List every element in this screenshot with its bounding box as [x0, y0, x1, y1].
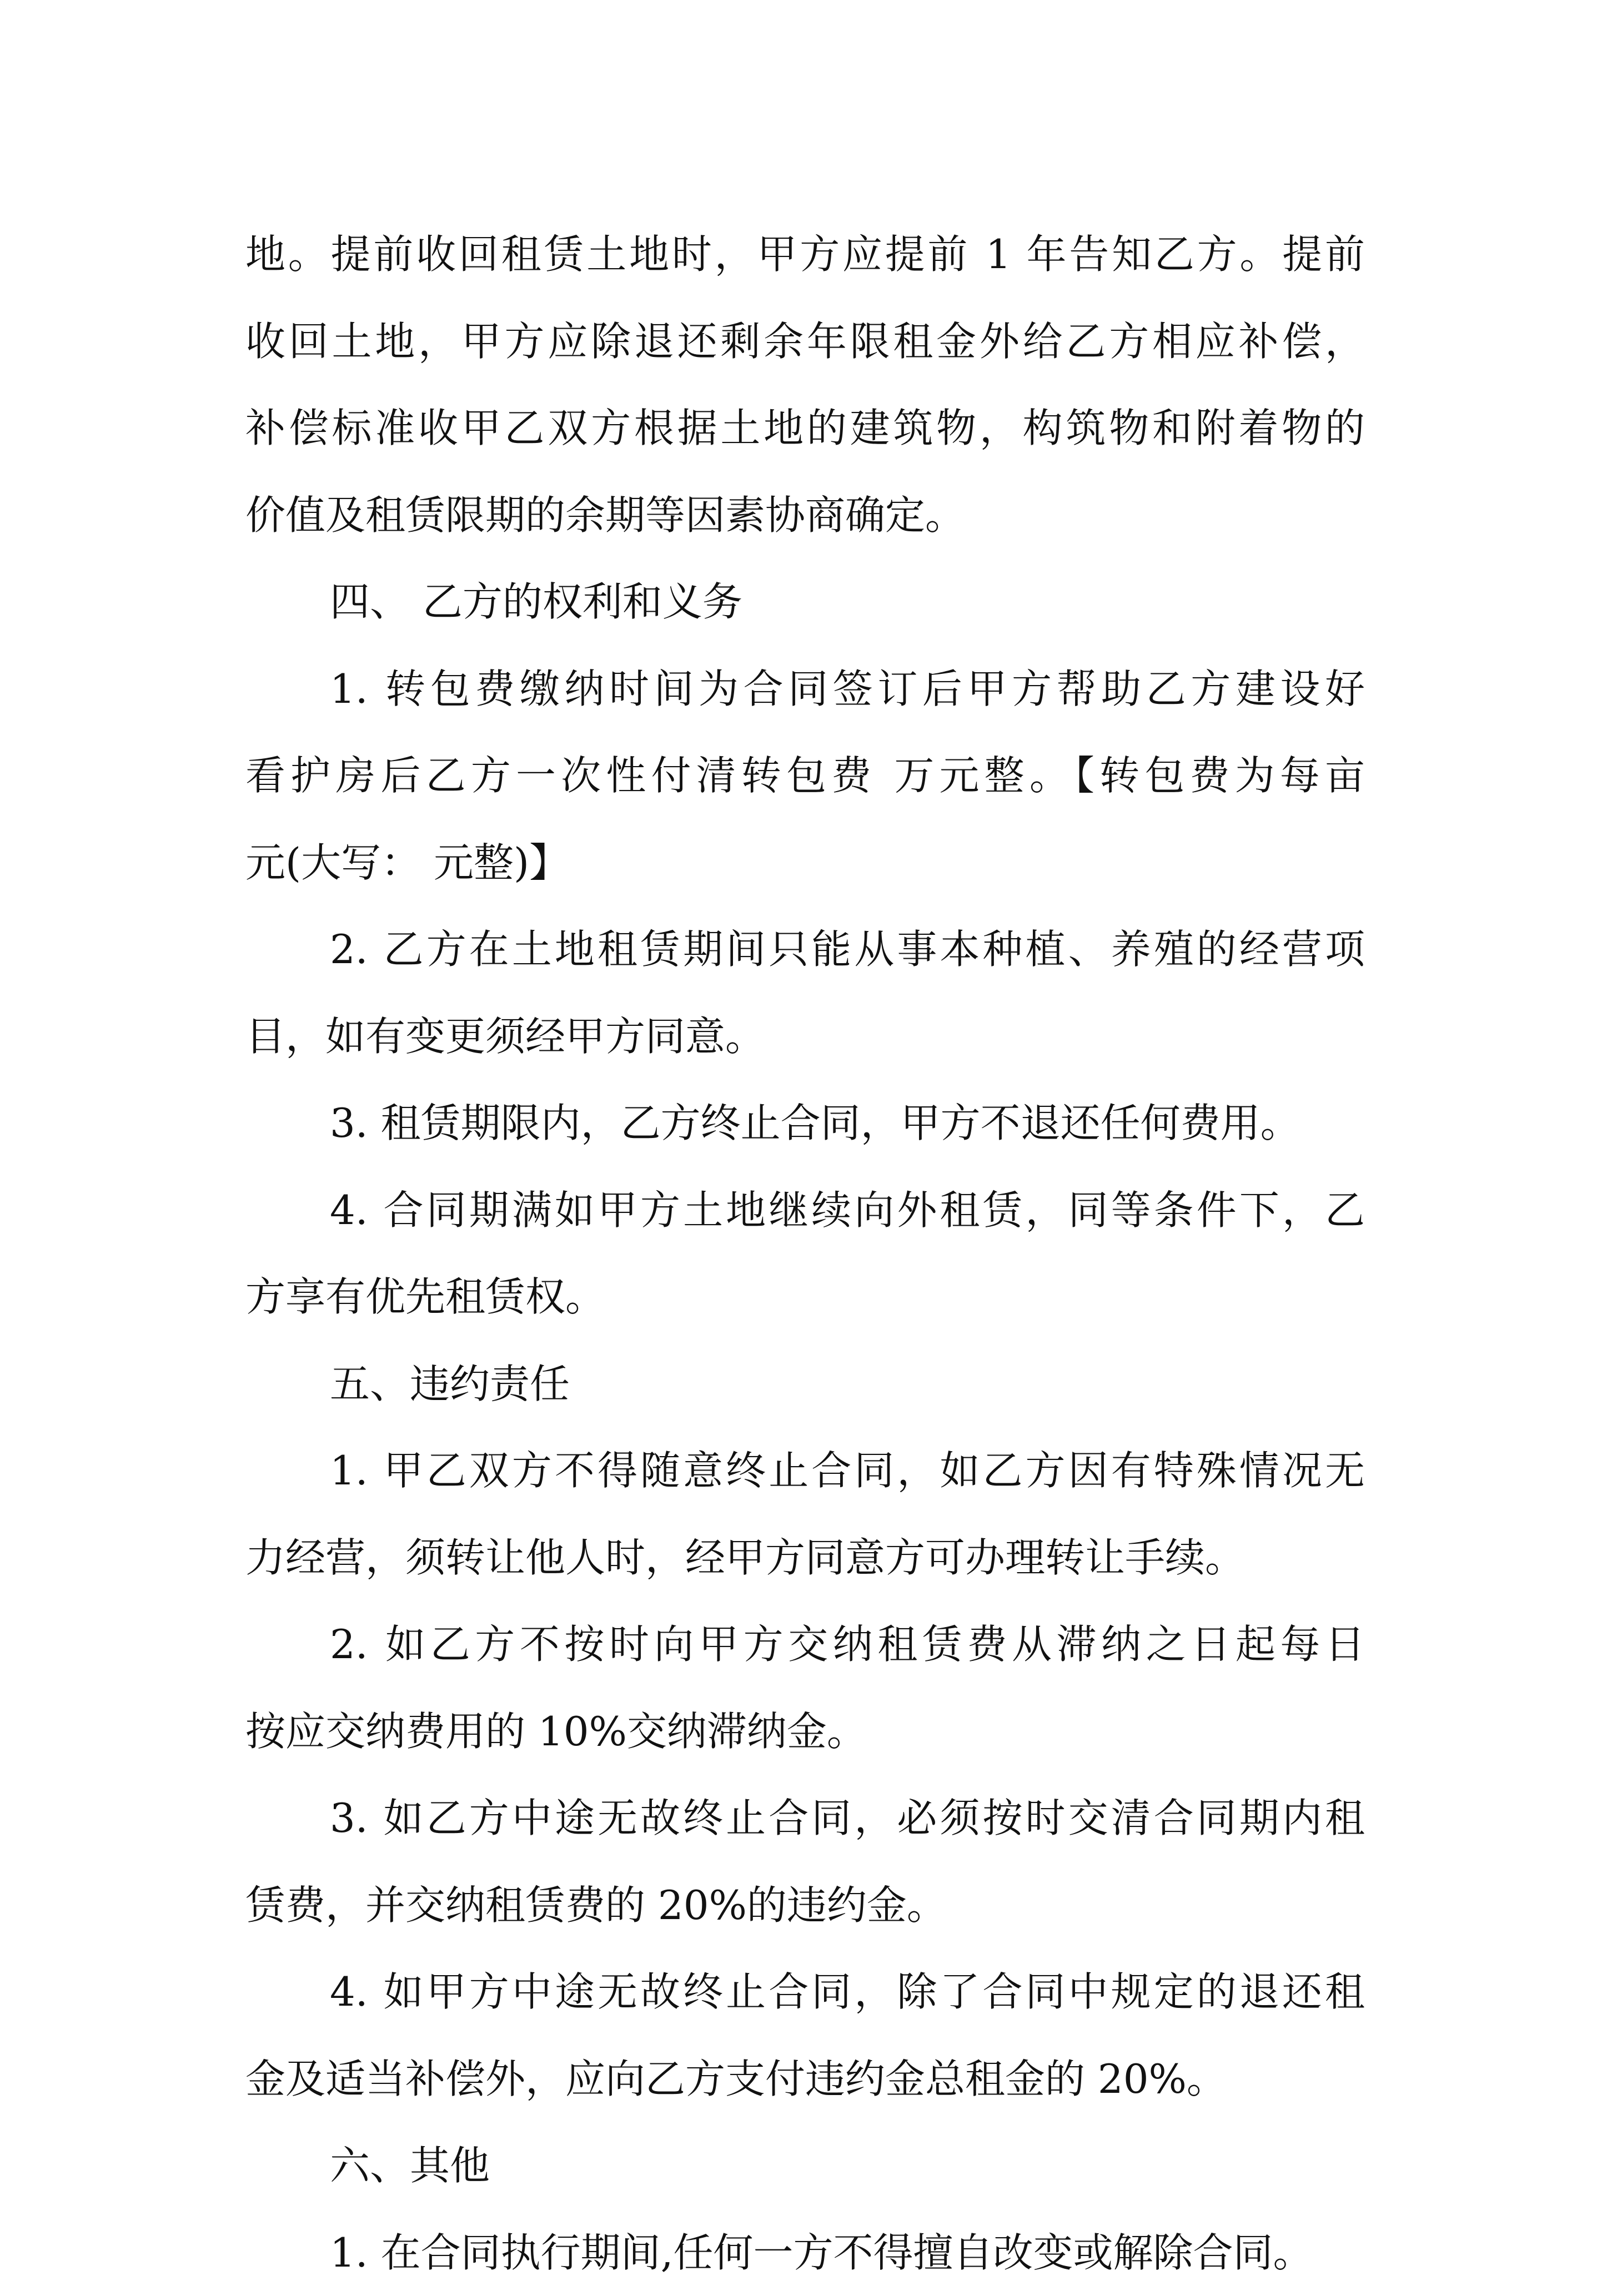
text-line: 看护房后乙方一次性付清转包费 万元整。【转包费为每亩: [245, 732, 1365, 819]
paragraph-continuation: [245, 211, 1365, 558]
clause-item: [245, 906, 1365, 1080]
section-heading: 四、 乙方的权利和义务: [245, 558, 1365, 646]
clause-item: [245, 1167, 1365, 1341]
text-line: 3. 如乙方中途无故终止合同，必须按时交清合同期内租: [245, 1775, 1365, 1862]
text-line: 2. 乙方在土地租赁期间只能从事本种植、养殖的经营项: [245, 906, 1365, 993]
clause-item: [245, 1775, 1365, 1948]
section-heading: 六、其他: [245, 2122, 1365, 2209]
text-line: 1. 在合同执行期间,任何一方不得擅自改变或解除合同。: [245, 2209, 1365, 2296]
clause-item: [245, 1427, 1365, 1601]
section-heading-other: [245, 2122, 1365, 2209]
text-line: 地。提前收回租赁土地时，甲方应提前 1 年告知乙方。提前: [245, 211, 1365, 298]
text-line: 价值及租赁限期的余期等因素协商确定。: [245, 472, 1365, 559]
text-line: 目，如有变更须经甲方同意。: [245, 993, 1365, 1080]
section-heading-breach-liability: [245, 1341, 1365, 1428]
clause-item: [245, 1948, 1365, 2122]
text-line: 1. 甲乙双方不得随意终止合同，如乙方因有特殊情况无: [245, 1427, 1365, 1514]
section-heading-rights-obligations: [245, 558, 1365, 646]
text-line: 方享有优先租赁权。: [245, 1253, 1365, 1341]
text-line: 金及适当补偿外，应向乙方支付违约金总租金的 20%。: [245, 2036, 1365, 2123]
text-line: 力经营，须转让他人时，经甲方同意方可办理转让手续。: [245, 1514, 1365, 1602]
text-line: 按应交纳费用的 10%交纳滞纳金。: [245, 1688, 1365, 1775]
text-line: 1. 转包费缴纳时间为合同签订后甲方帮助乙方建设好: [245, 646, 1365, 733]
section-heading: 五、违约责任: [245, 1341, 1365, 1428]
text-line: 赁费，并交纳租赁费的 20%的违约金。: [245, 1862, 1365, 1949]
clause-item: [245, 646, 1365, 907]
text-line: 4. 如甲方中途无故终止合同，除了合同中规定的退还租: [245, 1948, 1365, 2036]
text-line: 4. 合同期满如甲方土地继续向外租赁，同等条件下，乙: [245, 1167, 1365, 1254]
clause-item: [245, 1080, 1365, 1167]
text-line: 补偿标准收甲乙双方根据土地的建筑物，构筑物和附着物的: [245, 385, 1365, 472]
clause-item: [245, 2209, 1365, 2296]
text-line: 3. 租赁期限内，乙方终止合同，甲方不退还任何费用。: [245, 1080, 1365, 1167]
text-line: 收回土地，甲方应除退还剩余年限租金外给乙方相应补偿，: [245, 298, 1365, 385]
document-body: [245, 211, 1365, 2296]
text-line: 2. 如乙方不按时向甲方交纳租赁费从滞纳之日起每日: [245, 1601, 1365, 1688]
text-line: 元(大写： 元整)】: [245, 819, 1365, 907]
clause-item: [245, 1601, 1365, 1775]
